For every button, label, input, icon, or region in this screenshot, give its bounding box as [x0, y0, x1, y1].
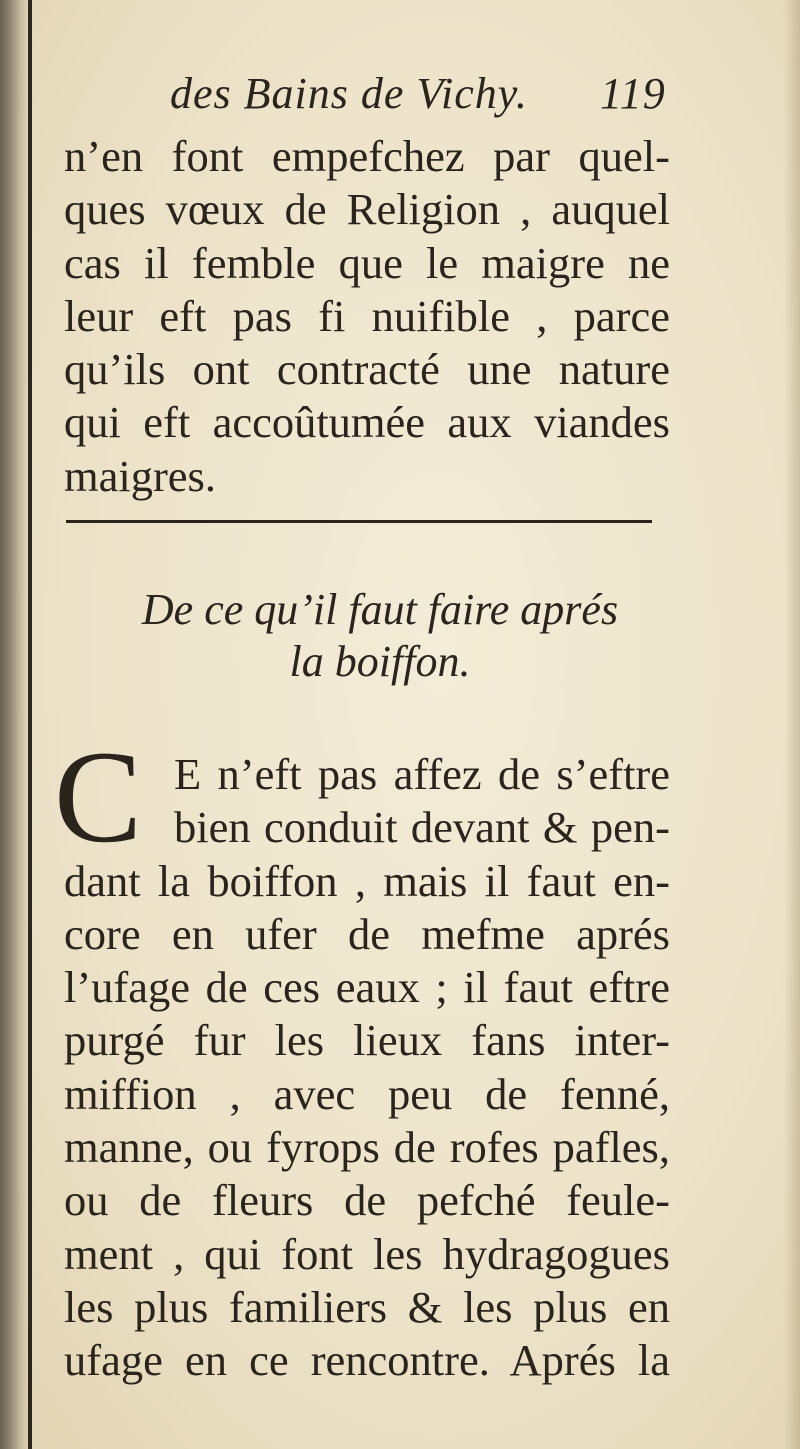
gutter-edge	[28, 0, 32, 1449]
text-line: maigres.	[64, 450, 216, 501]
section-heading-line: la boiffon.	[289, 637, 471, 686]
paragraph-section	[64, 748, 670, 1388]
text-line: les plus familiers & les plus en	[64, 1281, 670, 1332]
text-line: manne, ou fyrops de rofes pafles,	[64, 1122, 670, 1173]
section-divider	[66, 520, 652, 523]
text-line: core en ufer de mefme aprés	[64, 908, 670, 959]
text-line: ques vœux de Religion , auquel	[64, 184, 670, 235]
text-line: ment , qui font les hydragogues	[64, 1228, 670, 1279]
running-title: des Bains de Vichy.	[170, 69, 528, 118]
text-line: cas il femble que le maigre ne	[64, 237, 670, 288]
text-line: l’ufage de ces eaux ; il faut eftre	[64, 962, 670, 1013]
page-edge-shadow	[784, 0, 800, 1449]
text-line: miffion , avec peu de fenné,	[64, 1068, 670, 1119]
text-line: bien conduit devant & pen-	[174, 802, 670, 853]
page-number: 119	[600, 69, 666, 118]
text-line: ou de fleurs de pefché feule-	[64, 1175, 670, 1226]
text-line: purgé fur les lieux fans inter-	[64, 1015, 670, 1066]
paragraph-continued	[64, 130, 670, 503]
text-line: qui eft accoûtumée aux viandes	[64, 397, 670, 448]
section-heading-line: De ce qu’il faut faire aprés	[141, 585, 619, 634]
text-line: dant la boiffon , mais il faut en-	[64, 855, 670, 906]
text-line: qu’ils ont contracté une nature	[64, 344, 670, 395]
text-line: ufage en ce rencontre. Aprés la	[64, 1335, 670, 1386]
text-line: leur eft pas fi nuifible , parce	[64, 290, 670, 341]
text-line: n’en font empefchez par quel-	[64, 131, 670, 181]
running-header	[170, 68, 690, 124]
text-line: E n’eft pas affez de s’eftre	[174, 749, 670, 799]
binding-gutter	[0, 0, 30, 1449]
section-heading	[80, 584, 680, 688]
drop-cap: C	[54, 723, 143, 870]
